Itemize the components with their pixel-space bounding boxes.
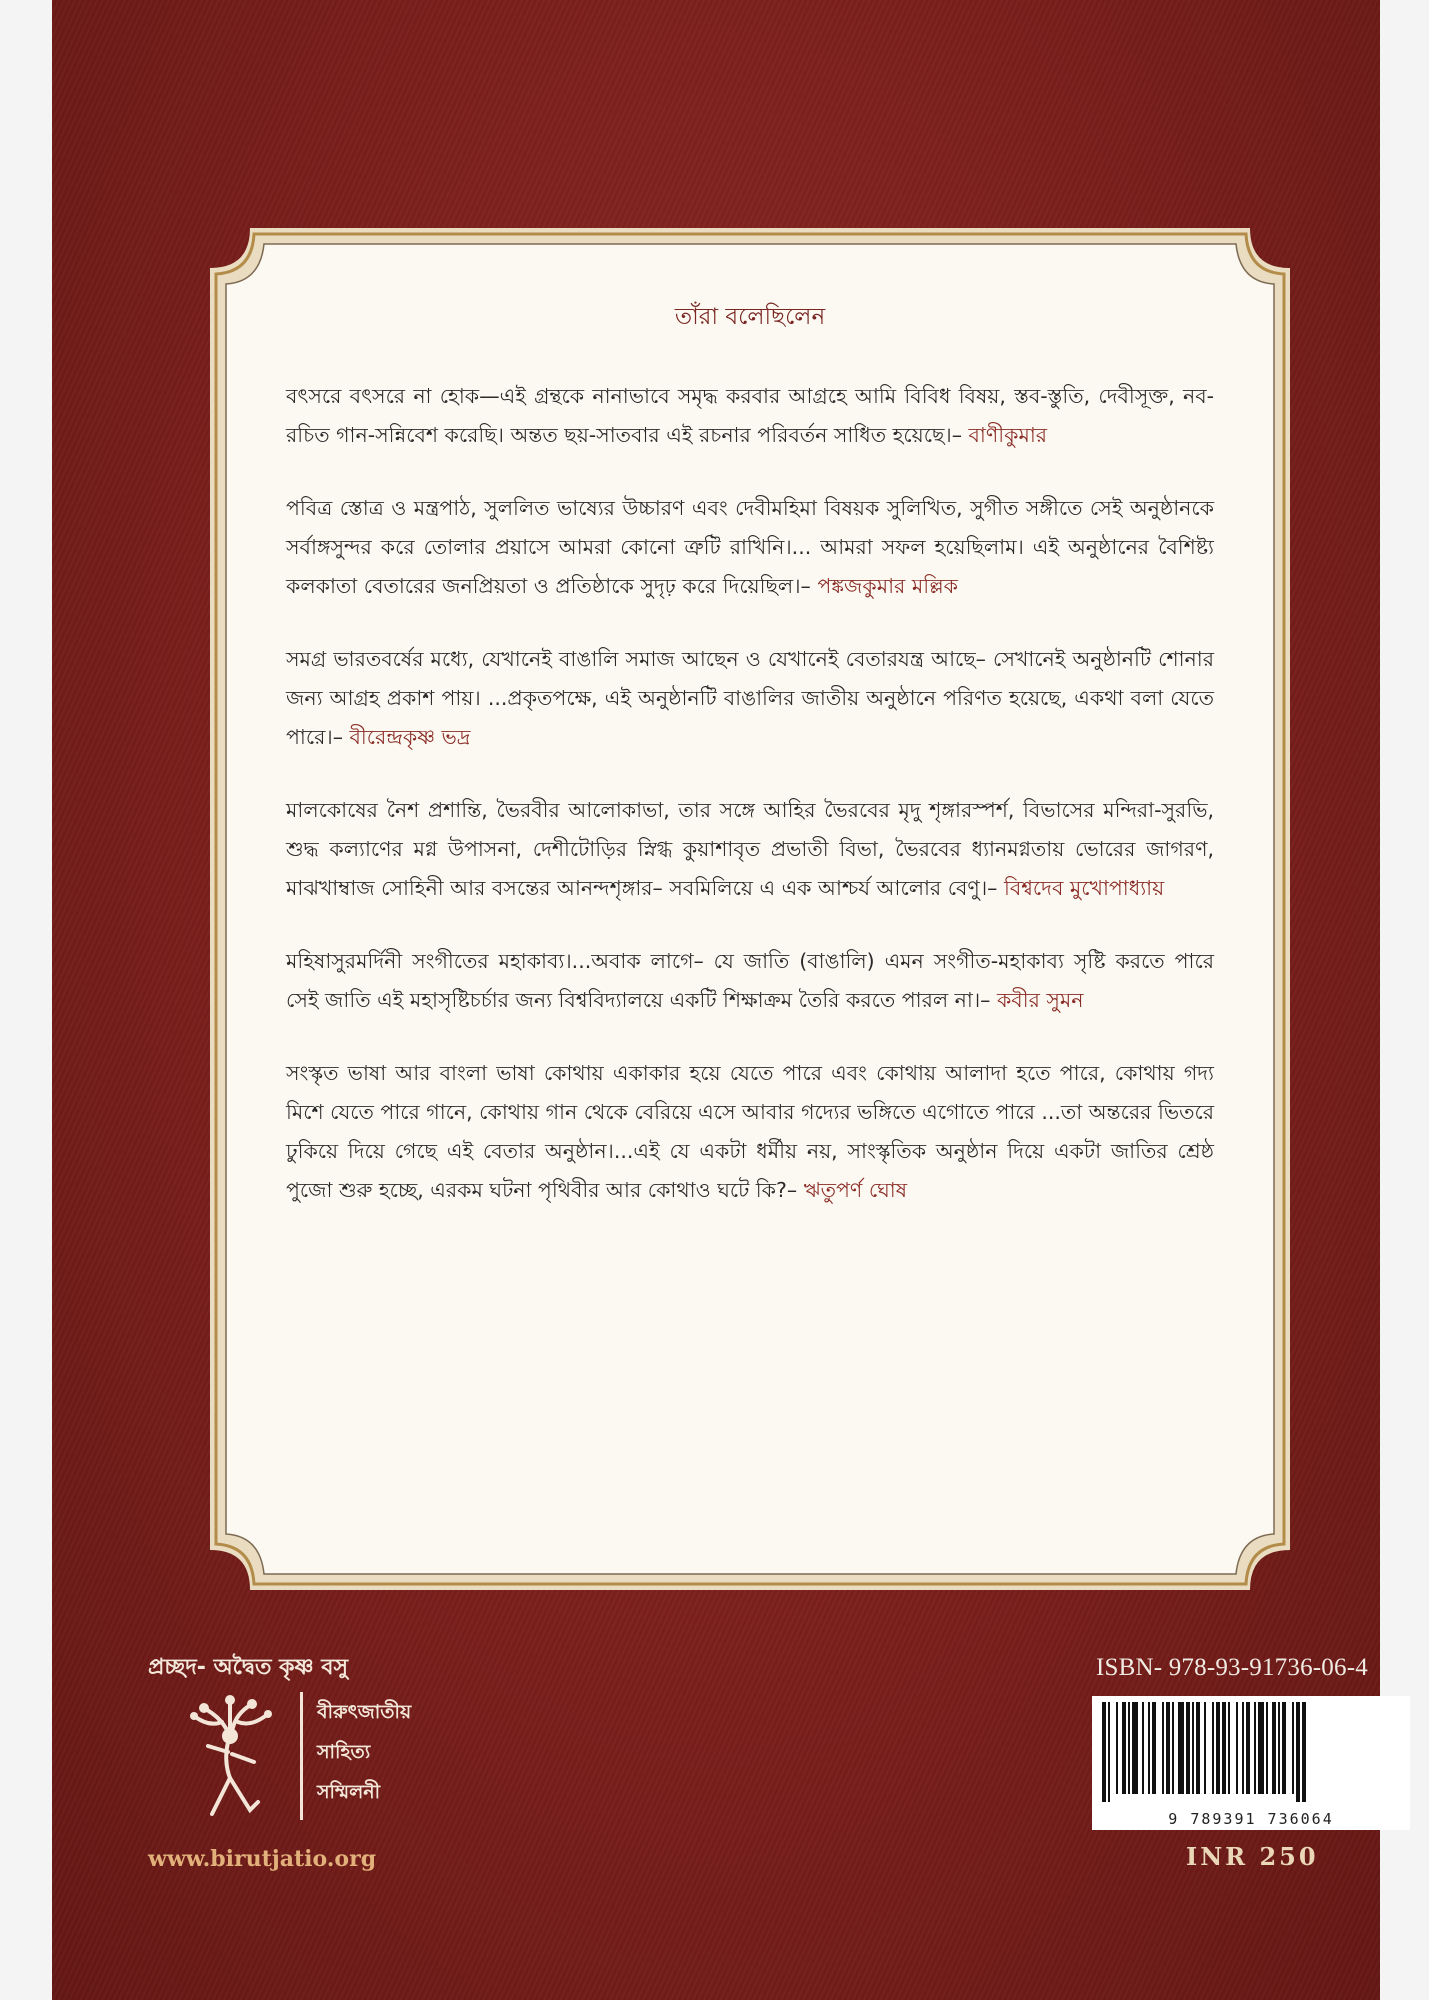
back-cover bbox=[52, 0, 1380, 2000]
cover-credit: প্রচ্ছদ- অদ্বৈত কৃষ্ণ বসু bbox=[148, 1655, 349, 1680]
isbn-number: ISBN- 978-93-91736-06-4 bbox=[1096, 1654, 1368, 1681]
publisher-line-3: সম্মিলনী bbox=[317, 1781, 381, 1803]
panel-heading: তাঁরা বলেছিলেন bbox=[674, 304, 826, 330]
quote-5 bbox=[286, 942, 1214, 1020]
quote-author: বিশ্বদেব মুখোপাধ্যায় bbox=[1003, 876, 1165, 900]
publisher-line-2: সাহিত্য bbox=[317, 1741, 371, 1763]
publisher-line-1: বীরুৎজাতীয় bbox=[317, 1701, 412, 1723]
barcode-digits: 9 789391 736064 bbox=[1168, 1810, 1334, 1828]
barcode-bars-icon bbox=[1100, 1702, 1402, 1802]
publisher-website-link[interactable]: www.birutjatio.org bbox=[148, 1846, 377, 1872]
price-label: INR 250 bbox=[1186, 1842, 1319, 1871]
quotes-panel bbox=[210, 228, 1290, 1590]
quote-author: বাণীকুমার bbox=[968, 423, 1048, 447]
quotes-content bbox=[286, 298, 1214, 1244]
quote-text: সংস্কৃত ভাষা আর বাংলা ভাষা কোথায় একাকার হয়ে যেতে পারে এবং কোথায় আলাদা হতে পারে, কোথায় গদ্য মিশে যেতে পারে গানে, কোথায় গান থেকে বেরিয়ে এসে আবার গদ্যের ভঙ্গিতে এগোতে পারে ...তা অন্তরের ভিতরে ঢুকিয়ে দিয়ে গেছে এই বেতার অনুষ্ঠান।...এই যে একটা ধর্মীয় নয়, সাংস্কৃতিক অনুষ্ঠান দিয়ে একটা জাতির শ্রেষ্ঠ পুজো শুরু হচ্ছে, এরকম ঘটনা পৃথিবীর আর কোথাও ঘটে কি?– bbox=[286, 1061, 1214, 1202]
quote-author: কবীর সুমন bbox=[996, 988, 1084, 1012]
quote-6 bbox=[286, 1054, 1214, 1210]
publisher-logo-row bbox=[182, 1692, 482, 1832]
publisher-name bbox=[300, 1692, 411, 1820]
quote-4 bbox=[286, 791, 1214, 908]
quote-author: বীরেন্দ্রকৃষ্ণ ভদ্র bbox=[349, 725, 471, 749]
quote-text: মালকোষের নৈশ প্রশান্তি, ভৈরবীর আলোকাভা, তার সঙ্গে আহির ভৈরবের মৃদু শৃঙ্গারস্পর্শ, বিভাসের মন্দিরা-সুরভি, শুদ্ধ কল্যাণের মগ্ন উপাসনা, দেশীটোড়ির স্নিগ্ধ কুয়াশাবৃত প্রভাতী বিভা, ভৈরবের ধ্যানমগ্নতায় ভোরের জাগরণ, মাঝখাম্বাজ সোহিনী আর বসন্তের আনন্দশৃঙ্গার– সবমিলিয়ে এ এক আশ্চর্য আলোর বেণু।– bbox=[286, 798, 1214, 900]
quote-text: মহিষাসুরমর্দিনী সংগীতের মহাকাব্য।...অবাক লাগে– যে জাতি (বাঙালি) এমন সংগীত-মহাকাব্য সৃষ্টি করতে পারে সেই জাতি এই মহাসৃষ্টিচর্চার জন্য বিশ্ববিদ্যালয়ে একটি শিক্ষাক্রম তৈরি করতে পারল না।– bbox=[286, 949, 1214, 1012]
quote-2 bbox=[286, 489, 1214, 606]
quote-author: পঙ্কজকুমার মল্লিক bbox=[817, 574, 959, 598]
publisher-block bbox=[148, 1650, 468, 1872]
quote-author: ঋতুপর্ণ ঘোষ bbox=[803, 1178, 908, 1202]
isbn-block bbox=[1092, 1654, 1412, 1871]
quote-3 bbox=[286, 640, 1214, 757]
quote-text: পবিত্র স্তোত্র ও মন্ত্রপাঠ, সুললিত ভাষ্যের উচ্চারণ এবং দেবীমহিমা বিষয়ক সুলিখিত, সুগীত সঙ্গীতে সেই অনুষ্ঠানকে সর্বাঙ্গসুন্দর করে তোলার প্রয়াসে আমরা কোনো ত্রুটি রাখিনি।... আমরা সফল হয়েছিলাম। এই অনুষ্ঠানের বৈশিষ্ট্য কলকাতা বেতারের জনপ্রিয়তা ও প্রতিষ্ঠাকে সুদৃঢ় করে দিয়েছিল।– bbox=[286, 496, 1214, 598]
quote-1 bbox=[286, 377, 1214, 455]
quote-text: সমগ্র ভারতবর্ষের মধ্যে, যেখানেই বাঙালি সমাজ আছেন ও যেখানেই বেতারযন্ত্র আছে– সেখানেই অনুষ্ঠানটি শোনার জন্য আগ্রহ প্রকাশ পায়। ...প্রকৃতপক্ষে, এই অনুষ্ঠানটি বাঙালির জাতীয় অনুষ্ঠানে পরিণত হয়েছে, একথা বলা যেতে পারে।– bbox=[286, 647, 1214, 749]
barcode bbox=[1092, 1696, 1410, 1830]
tree-figure-logo-icon bbox=[182, 1692, 282, 1832]
quote-text: বৎসরে বৎসরে না হোক—এই গ্রন্থকে নানাভাবে সমৃদ্ধ করবার আগ্রহে আমি বিবিধ বিষয়, স্তব-স্তুতি, দেবীসূক্ত, নব-রচিত গান-সন্নিবেশ করেছি। অন্তত ছয়-সাতবার এই রচনার পরিবর্তন সাধিত হয়েছে।– bbox=[286, 384, 1214, 447]
